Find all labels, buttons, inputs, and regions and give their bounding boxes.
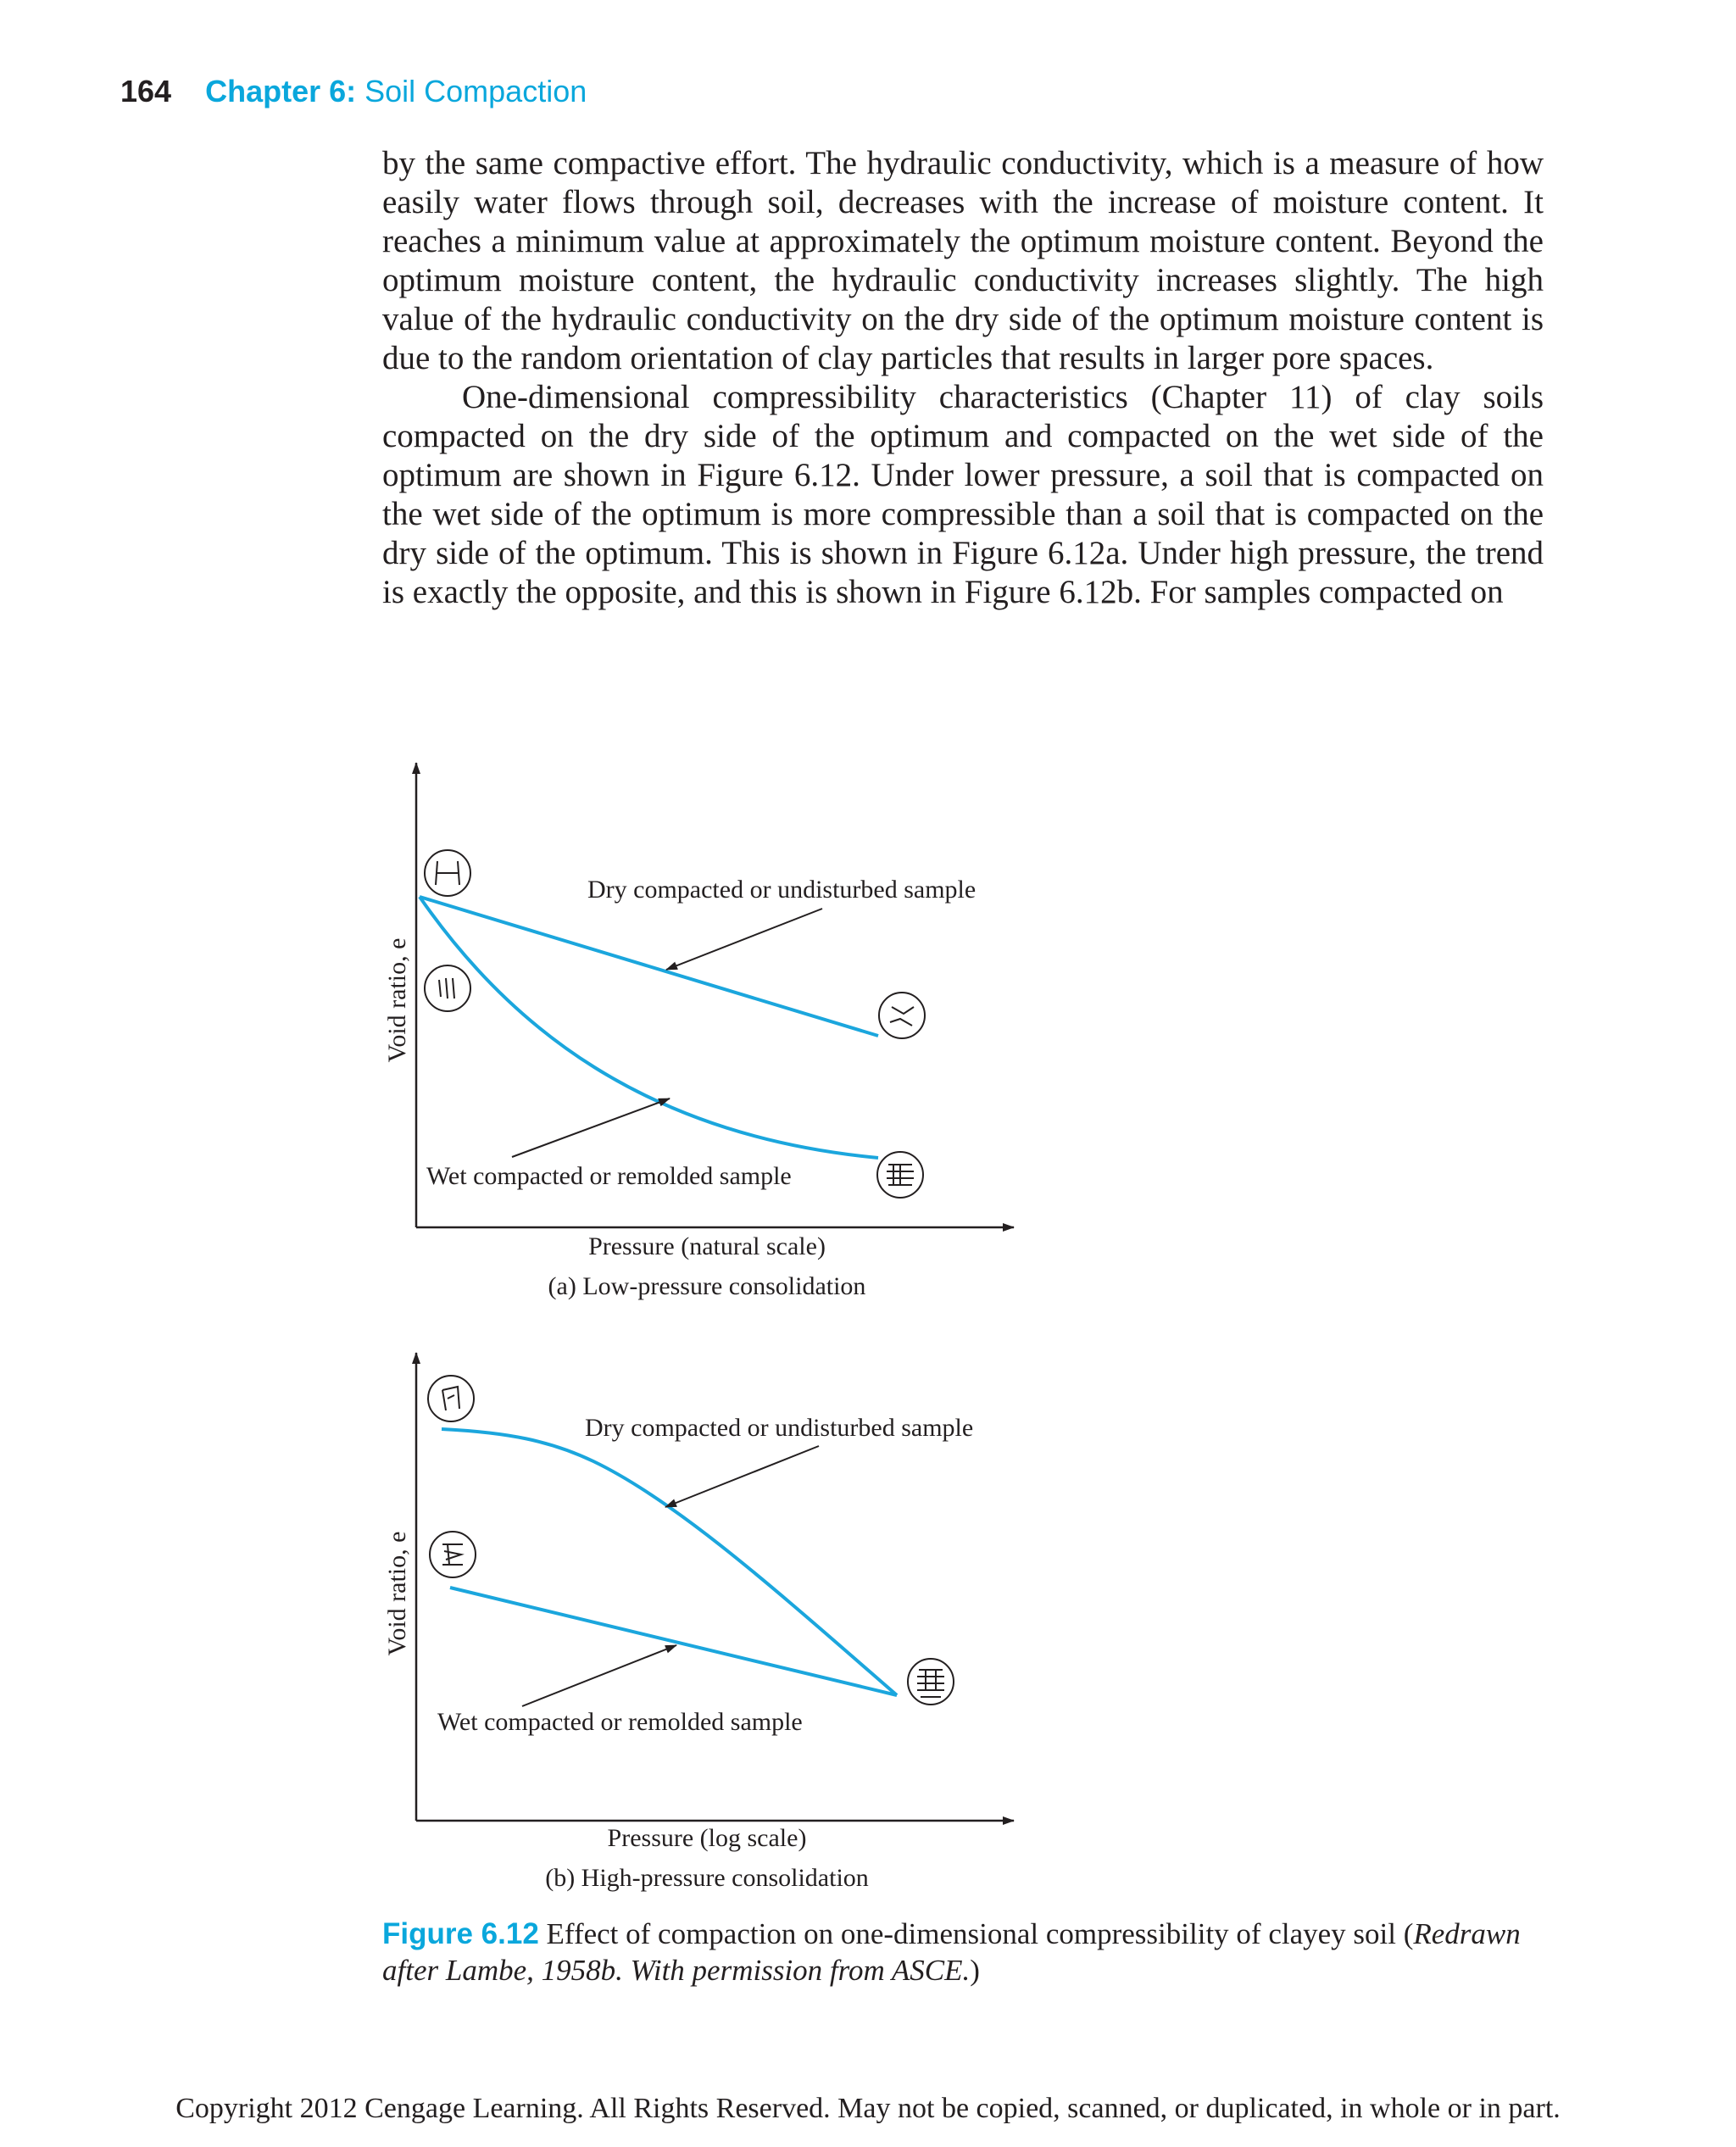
panel-a-sublabel: (a) Low-pressure consolidation	[548, 1272, 866, 1300]
caption-label: Figure 6.12	[382, 1917, 539, 1950]
panel-b-wet-curve	[450, 1588, 897, 1695]
paragraph-2: One-dimensional compressibility characteristics (Chapter 11) of clay soils compacted on the dry side of the optimum and compacted on the wet side of the optimum are shown in Figure 6.12. Under lower pressure, a soil that is compacted on the wet side of the optimum is more compressible than a soil that is compacted on the dry side of the optimum. This is shown in Figure 6.12a. Under high pressure, the trend is exactly the opposite, and this is shown in Figure 6.12b. For samples compacted on	[382, 379, 1544, 610]
chapter-title: Soil Compaction	[364, 74, 587, 108]
panel-a-dry-low-pressure-structure-icon	[425, 850, 470, 896]
copyright-footer: Copyright 2012 Cengage Learning. All Rights Reserved. May not be copied, scanned, or duplicated, in whole or in part.	[175, 2093, 1561, 2124]
chapter-label: Chapter 6:	[205, 74, 357, 108]
figure-caption	[382, 1916, 1544, 1988]
panel-b-sublabel: (b) High-pressure consolidation	[545, 1864, 869, 1892]
panel-b-wet-structure-icon	[430, 1532, 476, 1577]
paragraph-1: by the same compactive effort. The hydraulic conductivity, which is a measure of how easily water flows through soil, decreases with the increase of moisture content. It reaches a minimum value at approximately the optimum moisture content. Beyond the optimum moisture content, the hydraulic conductivity increases slightly. The high value of the hydraulic conductivity on the dry side of the optimum moisture content is due to the random orientation of clay particles that results in larger pore spaces.	[382, 145, 1544, 376]
panel-a	[383, 763, 1014, 1300]
panel-a-dry-arrow	[666, 909, 822, 970]
panel-a-dry-curve	[420, 897, 878, 1036]
caption-credit: Redrawn after Lambe, 1958b. With permission from ASCE.	[382, 1917, 1521, 1987]
panel-a-wet-arrow	[512, 1099, 670, 1157]
panel-a-dry-end-structure-icon	[879, 993, 925, 1038]
panel-a-wet-end-structure-icon	[877, 1152, 923, 1198]
caption-text: Effect of compaction on one-dimensional compressibility of clayey soil (	[538, 1917, 1414, 1950]
panel-a-x-label: Pressure (natural scale)	[588, 1232, 826, 1260]
panel-a-wet-low-pressure-structure-icon	[425, 965, 470, 1011]
panel-b-wet-label: Wet compacted or remolded sample	[437, 1708, 803, 1736]
panel-b-dry-curve	[442, 1429, 897, 1695]
panel-b-y-label: Void ratio, e	[383, 1531, 411, 1656]
panel-b-dry-label: Dry compacted or undisturbed sample	[585, 1414, 974, 1442]
panel-a-wet-curve	[420, 897, 878, 1158]
page-number: 164	[120, 74, 172, 108]
panel-b-x-label: Pressure (log scale)	[607, 1824, 807, 1852]
panel-a-y-label: Void ratio, e	[383, 937, 411, 1063]
panel-b-end-structure-icon	[908, 1659, 954, 1705]
panel-b-dry-structure-icon	[428, 1376, 474, 1421]
panel-b-dry-arrow	[665, 1446, 819, 1507]
caption-close: )	[970, 1954, 980, 1987]
panel-a-dry-label: Dry compacted or undisturbed sample	[587, 876, 976, 904]
panel-a-wet-label: Wet compacted or remolded sample	[426, 1162, 792, 1190]
panel-b-wet-arrow	[522, 1645, 676, 1706]
panel-b	[383, 1353, 1014, 1892]
